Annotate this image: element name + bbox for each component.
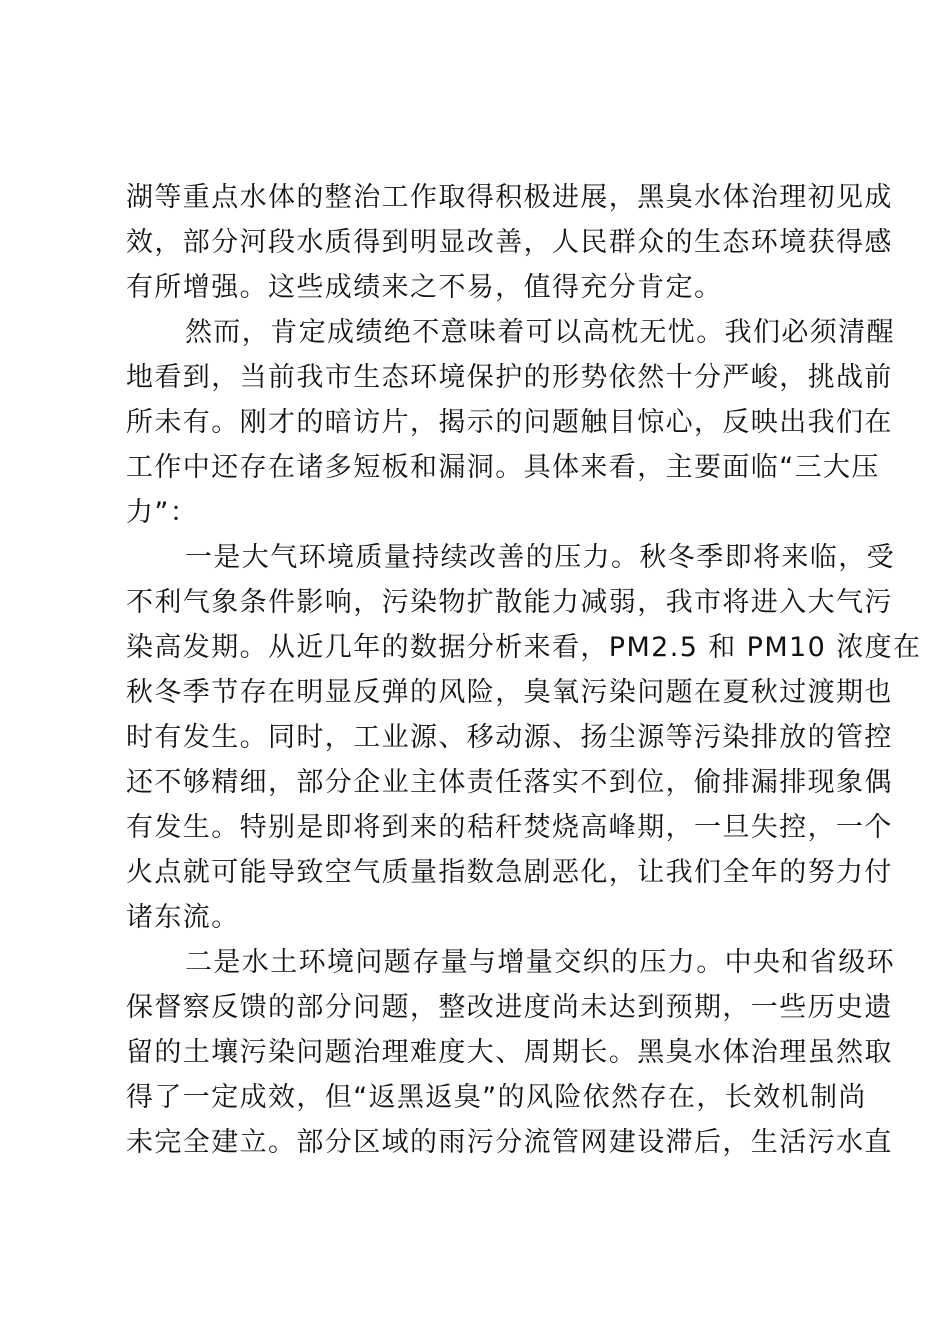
paragraph [126, 535, 922, 940]
text-line: 地看到，当前我市生态环境保护的形势依然十分严峻，挑战前 [126, 362, 893, 393]
paragraph [126, 940, 895, 1165]
text-line: 得了一定成效，但“返黑返臭”的风险依然存在，长效机制尚 [126, 1082, 867, 1113]
text-line: 染高发期。从近几年的数据分析来看，PM2.5 和 PM10 浓度在 [126, 632, 922, 663]
text-line: 所未有。刚才的暗访片，揭示的问题触目惊心，反映出我们在 [126, 407, 893, 438]
text-line: 保督察反馈的部分问题，整改进度尚未达到预期，一些历史遗 [126, 992, 893, 1023]
text-line: 力”： [126, 497, 199, 528]
text-line: 诸东流。 [126, 902, 240, 933]
text-line: 秋冬季节存在明显反弹的风险，臭氧污染问题在夏秋过渡期也 [126, 677, 893, 708]
text-line: 工作中还存在诸多短板和漏洞。具体来看，主要面临“三大压 [126, 452, 880, 483]
text-line: 然而，肯定成绩绝不意味着可以高枕无忧。我们必须清醒 [185, 317, 895, 348]
text-line: 湖等重点水体的整治工作取得积极进展，黑臭水体治理初见成 [126, 182, 893, 213]
text-line: 时有发生。同时，工业源、移动源、扬尘源等污染排放的管控 [126, 722, 893, 753]
text-line: 有所增强。这些成绩来之不易，值得充分肯定。 [126, 272, 723, 303]
paragraph [126, 310, 895, 535]
text-line: 二是水土环境问题存量与增量交织的压力。中央和省级环 [185, 947, 895, 978]
text-line: 还不够精细，部分企业主体责任落实不到位，偷排漏排现象偶 [126, 767, 893, 798]
text-line: 效，部分河段水质得到明显改善，人民群众的生态环境获得感 [126, 227, 893, 258]
text-line: 有发生。特别是即将到来的秸秆焚烧高峰期，一旦失控，一个 [126, 812, 893, 843]
document-body [126, 175, 922, 1165]
text-line: 留的土壤污染问题治理难度大、周期长。黑臭水体治理虽然取 [126, 1037, 893, 1068]
text-line: 不利气象条件影响，污染物扩散能力减弱，我市将进入大气污 [126, 587, 893, 618]
text-line: 火点就可能导致空气质量指数急剧恶化，让我们全年的努力付 [126, 857, 893, 888]
text-line: 一是大气环境质量持续改善的压力。秋冬季即将来临，受 [185, 542, 895, 573]
text-line: 未完全建立。部分区域的雨污分流管网建设滞后，生活污水直 [126, 1127, 893, 1158]
paragraph [126, 175, 893, 310]
